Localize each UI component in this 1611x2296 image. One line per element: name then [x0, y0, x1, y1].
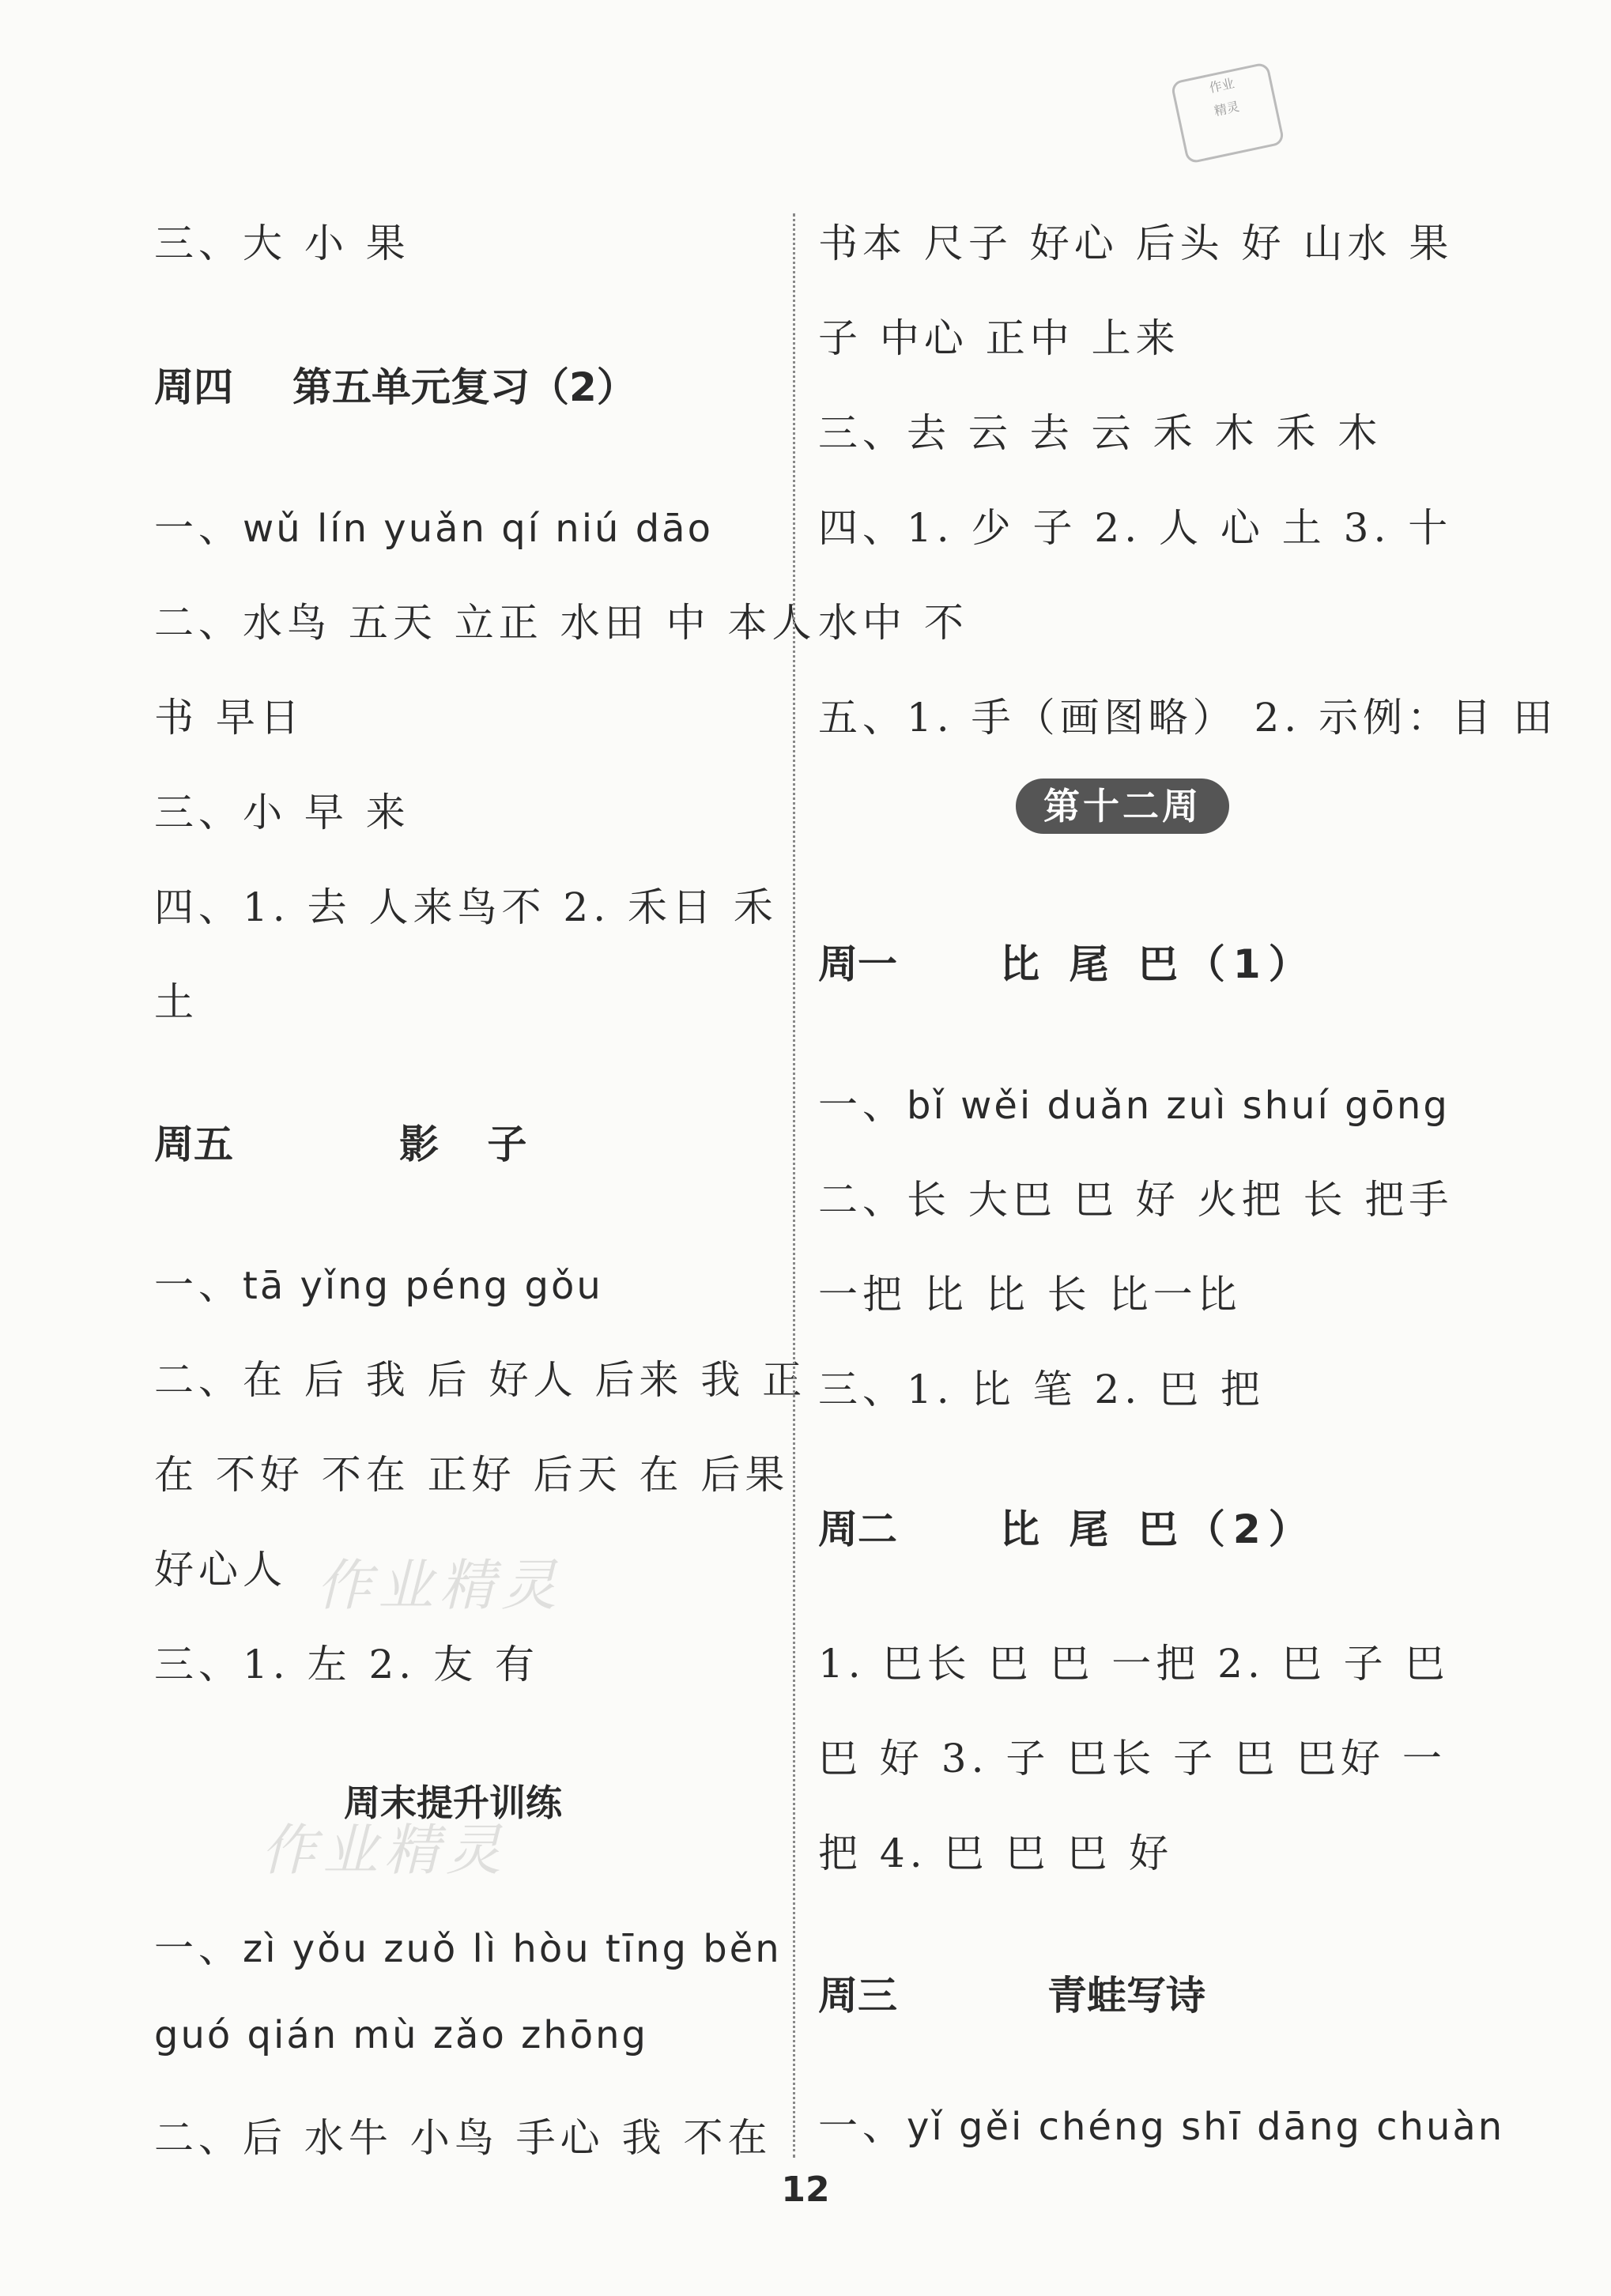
- heading-title: 影 子: [399, 1122, 545, 1167]
- section-heading: [154, 356, 636, 413]
- section-heading: [818, 1498, 1316, 1555]
- answer-line: 书 早日: [154, 695, 304, 741]
- answer-line: 把 4. 巴 巴 巴 好: [818, 1830, 1174, 1876]
- answer-line: 一把 比 比 长 比一比: [818, 1272, 1242, 1318]
- section-heading: [818, 933, 1316, 990]
- answer-line: guó qián mù zǎo zhōng: [154, 2013, 648, 2057]
- answer-line: 四、1. 少 子 2. 人 心 土 3. 十: [818, 505, 1453, 551]
- section-heading: [818, 1964, 1205, 2021]
- publisher-stamp: 作业 精灵: [1170, 62, 1285, 164]
- answer-line: 三、1. 左 2. 友 有: [154, 1642, 539, 1687]
- answer-line: 一、wǔ lín yuǎn qí niú dāo: [154, 505, 713, 551]
- answer-line: 二、后 水牛 小鸟 手心 我 不在: [154, 2115, 772, 2161]
- answer-line: 1. 巴长 巴 巴 一把 2. 巴 子 巴: [818, 1641, 1450, 1687]
- section-heading: [154, 1113, 544, 1170]
- answer-line: 二、水鸟 五天 立正 水田 中 本人: [154, 600, 817, 646]
- answer-line: 巴 好 3. 子 巴长 子 巴 巴好 一: [818, 1736, 1447, 1781]
- watermark: 作业精灵: [316, 1553, 563, 1618]
- heading-day: 周三: [818, 1973, 897, 2019]
- answer-line: 二、在 后 我 后 好人 后来 我 正: [154, 1357, 807, 1403]
- answer-line: 好心人: [154, 1547, 287, 1593]
- heading-day: 周二: [818, 1506, 897, 1552]
- answer-line: 书本 尺子 好心 后头 好 山水 果: [818, 221, 1454, 266]
- heading-day: 周五: [154, 1122, 233, 1167]
- answer-line: 三、大 小 果: [154, 221, 410, 266]
- answer-line: 子 中心 正中 上来: [818, 315, 1180, 361]
- heading-day: 周一: [818, 941, 897, 987]
- answer-line: 三、小 早 来: [154, 790, 410, 835]
- heading-title: 青蛙写诗: [1047, 1973, 1205, 2019]
- answer-line: 土: [154, 979, 198, 1025]
- section-center-title: 周末提升训练: [344, 1781, 562, 1824]
- answer-line: 水中 不: [818, 600, 968, 646]
- answer-line: 一、bǐ wěi duǎn zuì shuí gōng: [818, 1082, 1450, 1128]
- answer-line: 一、zì yǒu zuǒ lì hòu tīng běn: [154, 1925, 782, 1971]
- answer-line: 一、tā yǐng péng gǒu: [154, 1262, 603, 1308]
- answer-line: 三、1. 比 笔 2. 巴 把: [818, 1367, 1265, 1412]
- heading-title: 第五单元复习（2）: [292, 364, 636, 410]
- watermark: 作业精灵: [261, 1818, 507, 1883]
- answer-line: 三、去 云 去 云 禾 木 禾 木: [818, 410, 1383, 456]
- heading-title: 比 尾 巴（1）: [1000, 941, 1316, 987]
- answer-line: 五、1. 手（画图略） 2. 示例：目 田: [818, 695, 1557, 741]
- column-divider: [793, 213, 795, 2158]
- answer-line: 一、yǐ gěi chéng shī dāng chuàn: [818, 2103, 1505, 2149]
- answer-line: 二、长 大巴 巴 好 火把 长 把手: [818, 1177, 1454, 1223]
- heading-day: 周四: [154, 364, 233, 410]
- heading-title: 比 尾 巴（2）: [1000, 1506, 1316, 1552]
- answer-line: 在 不好 不在 正好 后天 在 后果: [154, 1452, 790, 1498]
- page-number: 12: [781, 2170, 830, 2210]
- week-badge: 第十二周: [1016, 779, 1229, 834]
- answer-line: 四、1. 去 人来鸟不 2. 禾日 禾: [154, 884, 778, 930]
